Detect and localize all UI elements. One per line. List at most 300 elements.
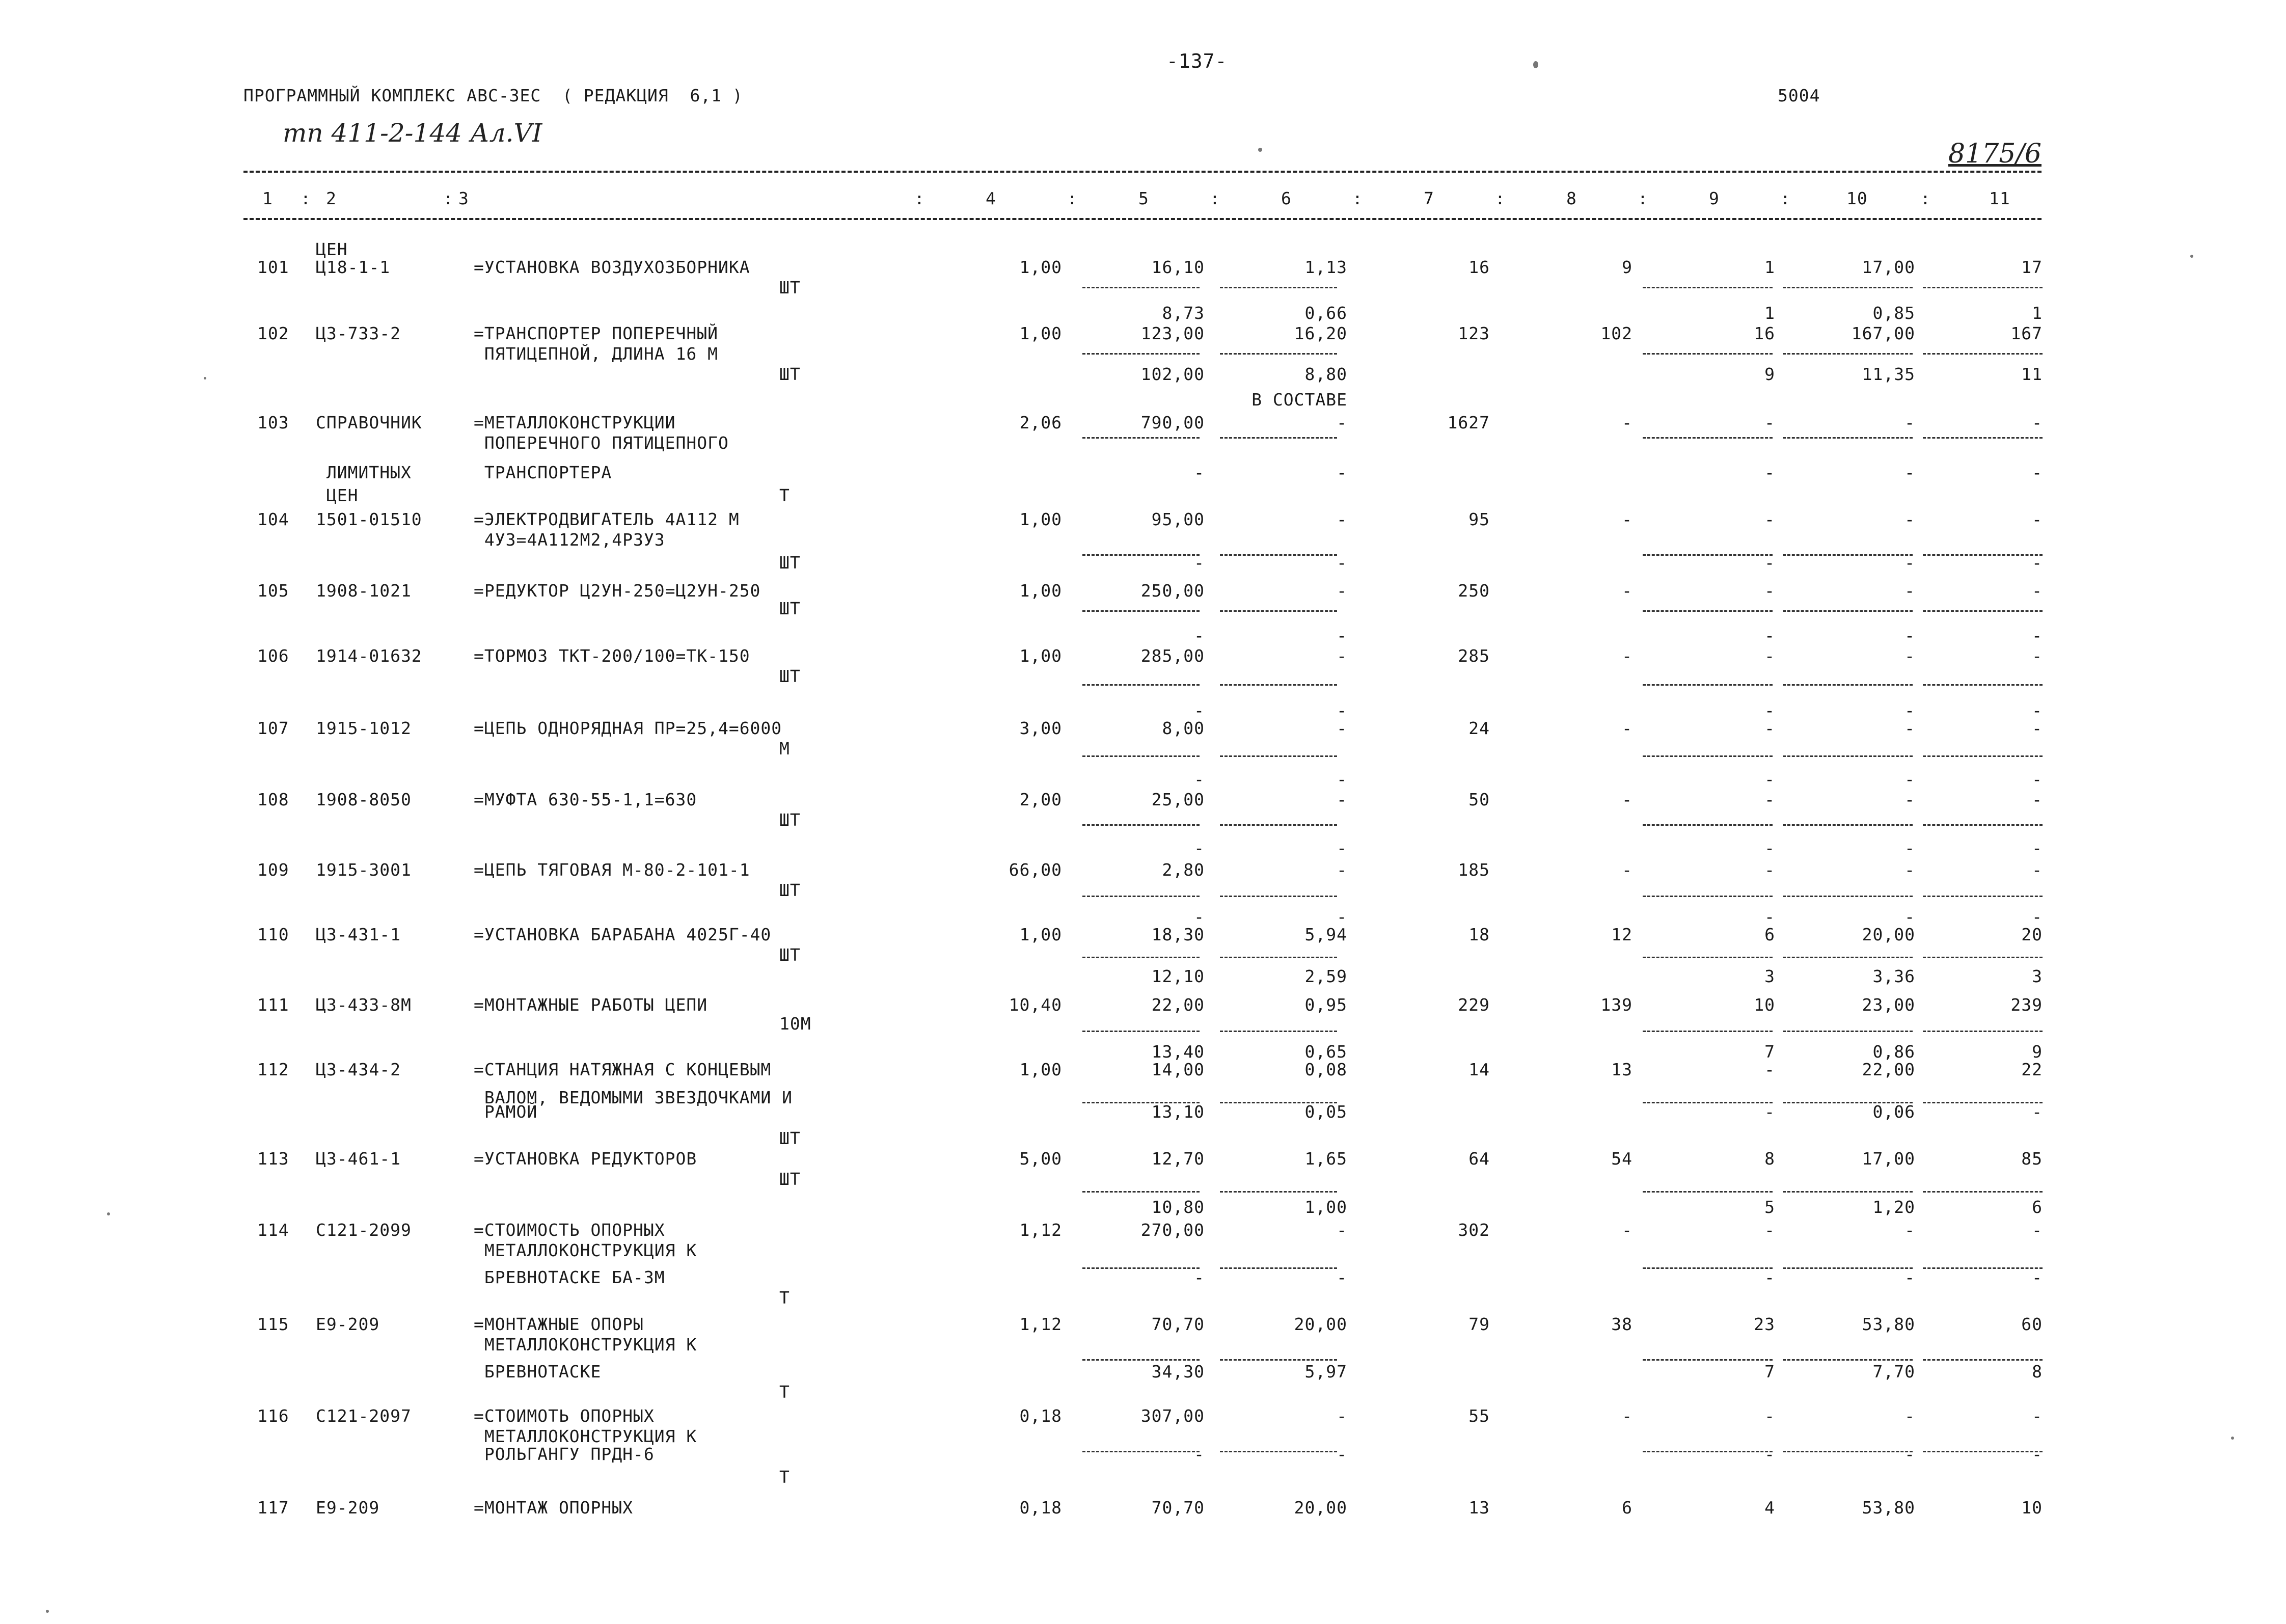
header-bottom-rule [243,218,2042,220]
subtotal-rule [1082,1102,1200,1103]
cell-col-7: 79 [1468,1314,1490,1334]
cell-col-11: - [2032,463,2043,482]
cell-col-7: 13 [1468,1498,1490,1518]
cell-col-8: 38 [1611,1314,1632,1334]
cell-col-11: - [2032,700,2043,720]
cell-col-2: 1914-01632 [316,646,422,666]
cell-col-9: 4 [1764,1498,1775,1518]
cell-col-6: - [1337,509,1347,529]
cell-col-5: 307,00 [1140,1406,1205,1426]
column-header-7: 7 [1424,188,1434,208]
cell-col-11: - [2032,838,2043,858]
column-header-10: 10 [1846,188,1868,208]
cell-col-3-unit: 10М [779,1014,811,1034]
subtotal-rule [1643,1267,1773,1269]
cell-col-11: - [2032,1267,2043,1287]
cell-col-3: ВАЛОМ, ВЕДОМЫМИ ЗВЕЗДОЧКАМИ И [474,1088,793,1107]
subtotal-rule [1082,755,1200,757]
cell-col-8: 54 [1611,1149,1632,1169]
cell-col-5: - [1194,1267,1205,1287]
subtotal-rule [1643,824,1773,826]
cell-col-5: 2,80 [1162,860,1205,880]
cell-col-6: 5,97 [1304,1362,1347,1382]
cell-col-10: - [1904,1220,1915,1240]
subtotal-rule [1220,1267,1337,1269]
cell-col-10: - [1904,509,1915,529]
subtotal-rule [1082,1359,1200,1361]
column-separator: : [1638,188,1648,208]
scan-speck [1258,148,1262,152]
subtotal-rule [1220,1359,1337,1361]
subtotal-rule [1643,353,1773,355]
cell-col-6: - [1337,907,1347,927]
cell-col-3: =ЭЛЕКТРОДВИГАТЕЛЬ 4А112 М [474,509,740,529]
cell-col-9: 9 [1764,364,1775,384]
subtotal-rule [1923,755,2043,757]
subtotal-rule [1082,610,1200,612]
subtotal-rule [1923,1359,2043,1361]
cell-col-11: - [2032,1220,2043,1240]
cell-col-10: 17,00 [1862,257,1915,277]
cell-col-3: =МУФТА 630-55-1,1=630 [474,790,697,809]
cell-col-3-unit: ШТ [779,364,801,384]
cell-col-6: - [1337,646,1347,666]
cell-col-1: 108 [257,790,289,809]
cell-col-9: - [1764,646,1775,666]
cell-col-9: - [1764,838,1775,858]
cell-col-5: 790,00 [1140,413,1205,432]
cell-col-1: 110 [257,925,289,944]
subtotal-rule [1643,755,1773,757]
cell-col-1: 106 [257,646,289,666]
subtotal-rule [1783,957,1913,958]
cell-col-4: 1,00 [1019,1060,1062,1079]
cell-col-2: ЛИМИТНЫХ [316,463,412,482]
subtotal-rule [1082,684,1200,686]
cell-col-2: Ц3-461-1 [316,1149,401,1169]
cell-col-8: 9 [1622,257,1632,277]
cell-col-9: 1 [1764,257,1775,277]
cell-col-4: 5,00 [1019,1149,1062,1169]
column-separator: : [301,188,311,208]
cell-col-3-unit: ШТ [779,1169,801,1189]
subtotal-rule [1220,755,1337,757]
subtotal-rule [1783,1359,1913,1361]
cell-col-10: - [1904,581,1915,601]
cell-col-7: 24 [1468,718,1490,738]
cell-col-9: 8 [1764,1149,1775,1169]
cell-col-3: =ТОРМОЗ ТКТ-200/100=ТК-150 [474,646,750,666]
cell-col-2: 1501-01510 [316,509,422,529]
cell-col-2: 1908-8050 [316,790,412,809]
cell-col-9: - [1764,860,1775,880]
cell-col-7: 55 [1468,1406,1490,1426]
cell-col-7: 50 [1468,790,1490,809]
subtotal-rule [1923,554,2043,556]
cell-col-3: МЕТАЛЛОКОНСТРУКЦИЯ К [474,1240,697,1260]
cell-col-2: С121-2099 [316,1220,412,1240]
header-top-rule [243,171,2042,173]
cell-col-5: 95,00 [1151,509,1205,529]
subtotal-rule [1643,1102,1773,1103]
cell-col-1: 104 [257,509,289,529]
cell-col-1: 107 [257,718,289,738]
cell-col-8: - [1622,646,1632,666]
cell-col-10: 53,80 [1862,1314,1915,1334]
cell-col-10: - [1904,463,1915,482]
subtotal-rule [1923,957,2043,958]
cell-col-5: 8,73 [1162,303,1205,323]
cell-col-8: 139 [1600,995,1632,1015]
cell-col-11: - [2032,581,2043,601]
cell-col-3: =СТОИМОСТЬ ОПОРНЫХ [474,1220,665,1240]
cell-col-11: - [2032,718,2043,738]
subtotal-rule [1783,1451,1913,1452]
subtotal-rule [1643,554,1773,556]
cell-col-5: 16,10 [1151,257,1205,277]
cell-col-7: 64 [1468,1149,1490,1169]
cell-col-6: - [1337,1406,1347,1426]
cell-col-6: 20,00 [1294,1314,1347,1334]
cell-col-5: - [1194,626,1205,645]
cell-col-3-unit: ШТ [779,945,801,965]
cell-col-6: - [1337,1267,1347,1287]
subtotal-rule [1783,1267,1913,1269]
cell-col-11: - [2032,646,2043,666]
subtotal-rule [1082,1451,1200,1452]
cell-col-6: - [1337,463,1347,482]
cell-col-11: - [2032,626,2043,645]
cell-col-10: - [1904,718,1915,738]
cell-col-5: - [1194,1444,1205,1464]
cell-col-5: 10,80 [1151,1197,1205,1217]
subtotal-rule [1082,824,1200,826]
subtotal-rule [1220,896,1337,897]
cell-col-10: - [1904,860,1915,880]
cell-col-2: С121-2097 [316,1406,412,1426]
cell-col-11: - [2032,509,2043,529]
cell-col-11: 167 [2010,323,2043,343]
cell-col-6: - [1337,626,1347,645]
subtotal-rule [1643,957,1773,958]
cell-col-9: - [1764,463,1775,482]
column-separator: : [1210,188,1220,208]
cell-col-9: - [1764,790,1775,809]
cell-col-9: - [1764,509,1775,529]
subtotal-rule [1220,824,1337,826]
subtotal-rule [1783,554,1913,556]
cell-col-6: - [1337,860,1347,880]
cell-col-11: 22 [2021,1060,2043,1079]
page-number: -137- [1166,50,1228,72]
cell-col-4: 10,40 [1009,995,1062,1015]
cell-col-4: 0,18 [1019,1406,1062,1426]
cell-col-10: 53,80 [1862,1498,1915,1518]
cell-col-8: - [1622,581,1632,601]
cell-col-6: 0,95 [1304,995,1347,1015]
cell-col-6: - [1337,1444,1347,1464]
cell-col-9: - [1764,718,1775,738]
cell-col-4: 1,00 [1019,323,1062,343]
cell-col-11: 239 [2010,995,2043,1015]
cell-col-3-unit: ШТ [779,1128,801,1148]
cell-col-6: - [1337,790,1347,809]
cell-col-10: 11,35 [1862,364,1915,384]
column-header-2: 2 [326,188,337,208]
cell-col-10: - [1904,626,1915,645]
cell-col-3: =РЕДУКТОР Ц2УН-250=Ц2УН-250 [474,581,761,601]
subtotal-rule [1082,353,1200,355]
cell-col-2: Ц3-433-8М [316,995,412,1015]
subtotal-rule [1220,957,1337,958]
cell-col-4: 1,00 [1019,581,1062,601]
cell-col-11: 3 [2032,966,2043,986]
cell-col-3-unit: ШТ [779,880,801,900]
cell-col-6: 0,08 [1304,1060,1347,1079]
cell-col-5: 123,00 [1140,323,1205,343]
cell-col-9: - [1764,413,1775,432]
cell-col-11: - [2032,413,2043,432]
cell-col-11: - [2032,907,2043,927]
cell-col-7: 229 [1458,995,1490,1015]
cell-col-10: 1,20 [1872,1197,1915,1217]
subtotal-rule [1923,1031,2043,1032]
cell-col-10: 7,70 [1872,1362,1915,1382]
cell-col-3-unit: ШТ [779,278,801,297]
subtotal-rule [1082,287,1200,288]
subtotal-rule [1923,1451,2043,1452]
cell-col-10: 167,00 [1851,323,1915,343]
subtotal-rule [1643,1191,1773,1193]
column-separator: : [1920,188,1931,208]
cell-col-11: 85 [2021,1149,2043,1169]
cell-col-6: - [1337,413,1347,432]
cell-col-10: 0,06 [1872,1102,1915,1122]
subtotal-rule [1783,353,1913,355]
cell-col-6: 0,65 [1304,1042,1347,1062]
cell-col-3-unit: ШТ [779,553,801,573]
cell-col-10: 22,00 [1862,1060,1915,1079]
cell-col-1: 112 [257,1060,289,1079]
cell-col-1: 105 [257,581,289,601]
cell-col-8: 102 [1600,323,1632,343]
cell-col-3: МЕТАЛЛОКОНСТРУКЦИЯ К [474,1335,697,1355]
cell-col-2: Е9-209 [316,1498,380,1518]
cell-col-3: =МЕТАЛЛОКОНСТРУКЦИИ [474,413,676,432]
cell-col-3: ТРАНСПОРТЕРА [474,463,612,482]
cell-col-10: 0,86 [1872,1042,1915,1062]
cell-col-11: 1 [2032,303,2043,323]
cell-col-9: - [1764,1406,1775,1426]
cell-col-6: 1,13 [1304,257,1347,277]
cell-col-5: 12,70 [1151,1149,1205,1169]
cell-col-11: - [2032,1406,2043,1426]
cell-col-1: 109 [257,860,289,880]
cell-col-11: 9 [2032,1042,2043,1062]
column-header-8: 8 [1566,188,1577,208]
column-separator: : [1352,188,1363,208]
cell-col-11: 6 [2032,1197,2043,1217]
cell-col-10: - [1904,413,1915,432]
cell-col-9: - [1764,626,1775,645]
column-header-1: 1 [262,188,273,208]
cell-col-3: РАМОЙ [474,1102,538,1122]
cell-col-7: 302 [1458,1220,1490,1240]
subtotal-rule [1783,1031,1913,1032]
cell-col-4: 1,00 [1019,257,1062,277]
cell-col-7: 185 [1458,860,1490,880]
cell-col-6: - [1337,553,1347,573]
cell-col-3: =ЦЕПЬ ТЯГОВАЯ М-80-2-101-1 [474,860,750,880]
cell-col-5: - [1194,907,1205,927]
cell-col-9: 5 [1764,1197,1775,1217]
subtotal-rule [1783,437,1913,439]
subtotal-rule [1220,287,1337,288]
cell-col-6: 1,65 [1304,1149,1347,1169]
cell-col-11: 8 [2032,1362,2043,1382]
cell-col-8: - [1622,1406,1632,1426]
cell-col-2: Ц18-1-1 [316,257,391,277]
cell-col-6: - [1337,700,1347,720]
cell-col-8: - [1622,790,1632,809]
cell-col-4: 1,00 [1019,646,1062,666]
cell-col-7: 285 [1458,646,1490,666]
column-header-3: 3 [458,188,469,208]
cell-col-3: 4У3=4А112М2,4Р3У3 [474,530,665,550]
cell-col-10: - [1904,790,1915,809]
cell-col-1: 101 [257,257,289,277]
subtotal-rule [1082,1031,1200,1032]
cell-col-1: 116 [257,1406,289,1426]
cell-col-8: 6 [1622,1498,1632,1518]
cell-col-3-unit: Т [779,1382,790,1402]
subtotal-rule [1923,437,2043,439]
column-header-5: 5 [1138,188,1149,208]
cell-col-2: Ц3-431-1 [316,925,401,944]
cell-col-3: =УСТАНОВКА ВОЗДУХОЗБОРНИКА [474,257,750,277]
cell-col-5: 25,00 [1151,790,1205,809]
subtotal-rule [1783,1191,1913,1193]
cell-col-2: Е9-209 [316,1314,380,1334]
cell-col-8: 13 [1611,1060,1632,1079]
cell-col-7: 18 [1468,925,1490,944]
cell-col-7: 14 [1468,1060,1490,1079]
cell-col-2: ЦЕН [316,485,359,505]
cell-col-9: - [1764,1267,1775,1287]
cell-col-9: - [1764,1444,1775,1464]
cell-col-11: - [2032,790,2043,809]
subtotal-rule [1643,684,1773,686]
cell-col-3: БРЕВНОТАСКЕ БА-3М [474,1267,665,1287]
cell-col-9: - [1764,581,1775,601]
cell-col-6: 8,80 [1304,364,1347,384]
cell-col-1: 114 [257,1220,289,1240]
column-header-6: 6 [1281,188,1292,208]
cell-col-5: 102,00 [1140,364,1205,384]
cell-col-5: 14,00 [1151,1060,1205,1079]
cell-col-5: - [1194,769,1205,789]
cell-col-10: - [1904,907,1915,927]
subtotal-rule [1783,287,1913,288]
subtotal-rule [1643,287,1773,288]
cell-col-5: 70,70 [1151,1498,1205,1518]
subtotal-rule [1220,1451,1337,1452]
cell-col-10: 0,85 [1872,303,1915,323]
subtotal-rule [1923,684,2043,686]
cell-col-3: =МОНТАЖНЫЕ РАБОТЫ ЦЕПИ [474,995,708,1015]
cell-col-11: 10 [2021,1498,2043,1518]
cell-col-11: - [2032,860,2043,880]
column-separator: : [1067,188,1078,208]
cell-col-9: 7 [1764,1042,1775,1062]
cell-col-4: 3,00 [1019,718,1062,738]
cell-col-6: 16,20 [1294,323,1347,343]
cell-col-11: 60 [2021,1314,2043,1334]
cell-col-2: 1908-1021 [316,581,412,601]
scan-speck [204,377,206,380]
cell-col-6: - [1337,1220,1347,1240]
cell-col-6: 2,59 [1304,966,1347,986]
subtotal-rule [1220,1191,1337,1193]
column-separator: : [1495,188,1506,208]
cell-col-9: 6 [1764,925,1775,944]
cell-col-3-unit: Т [779,1467,790,1487]
cell-col-5: 12,10 [1151,966,1205,986]
cell-col-5: 22,00 [1151,995,1205,1015]
cell-col-10: - [1904,1267,1915,1287]
cell-col-5: - [1194,463,1205,482]
cell-col-5: 13,40 [1151,1042,1205,1062]
subtotal-rule [1643,437,1773,439]
cell-col-5: 18,30 [1151,925,1205,944]
cell-col-10: - [1904,646,1915,666]
cell-col-9: 1 [1764,303,1775,323]
cell-col-5: 285,00 [1140,646,1205,666]
subtotal-rule [1643,610,1773,612]
cell-col-3-unit: ШТ [779,810,801,830]
subtotal-rule [1220,353,1337,355]
cell-col-3-unit: Т [779,485,790,505]
subtotal-rule [1220,554,1337,556]
cell-col-11: 11 [2021,364,2043,384]
cell-col-4: 2,06 [1019,413,1062,432]
subtotal-rule [1220,610,1337,612]
subtotal-rule [1220,1102,1337,1103]
cell-col-5: 70,70 [1151,1314,1205,1334]
cell-col-6: 0,05 [1304,1102,1347,1122]
cell-col-5: 34,30 [1151,1362,1205,1382]
subtotal-rule [1783,610,1913,612]
subtotal-rule [1082,896,1200,897]
cell-col-4: 1,00 [1019,925,1062,944]
scan-speck [2190,255,2193,258]
subtotal-rule [1643,1451,1773,1452]
cell-col-2: 1915-1012 [316,718,412,738]
cell-col-6: 5,94 [1304,925,1347,944]
cell-col-11: 20 [2021,925,2043,944]
column-header-4: 4 [986,188,996,208]
subtotal-rule [1082,437,1200,439]
cell-col-11: - [2032,769,2043,789]
cell-col-7: 123 [1458,323,1490,343]
column-separator: : [1780,188,1791,208]
cell-col-3-unit: Т [779,1288,790,1308]
cell-col-3: =ЦЕПЬ ОДНОРЯДНАЯ ПР=25,4=6000 [474,718,782,738]
cell-col-10: 3,36 [1872,966,1915,986]
cell-col-2: Ц3-434-2 [316,1060,401,1079]
cell-col-3: РОЛЬГАНГУ ПРДН-6 [474,1444,655,1464]
cell-col-4: 0,18 [1019,1498,1062,1518]
